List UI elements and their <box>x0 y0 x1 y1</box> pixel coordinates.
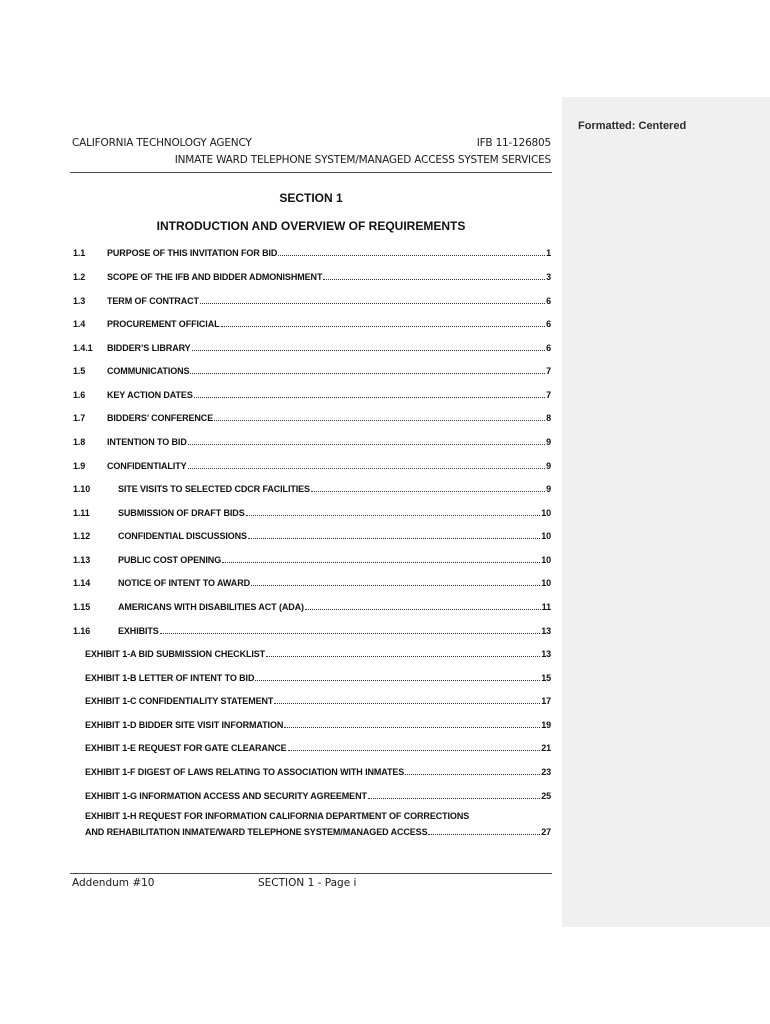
header-subtitle: INMATE WARD TELEPHONE SYSTEM/MANAGED ACCESS SYSTEM SERVICES <box>174 154 551 166</box>
toc-entry <box>118 484 551 494</box>
toc-entry <box>118 578 551 588</box>
toc-entry <box>107 296 551 306</box>
toc-page-number: 10 <box>541 578 551 588</box>
toc-exhibit-title: EXHIBIT 1-G INFORMATION ACCESS AND SECURITY AGREEMENT <box>85 791 367 801</box>
toc-number: 1.13 <box>73 555 91 565</box>
toc-title: AMERICANS WITH DISABILITIES ACT (ADA) <box>118 602 304 612</box>
toc-exhibit-row[interactable] <box>85 739 551 753</box>
toc-row[interactable] <box>73 527 551 541</box>
toc-page-number: 17 <box>541 696 551 706</box>
toc-row[interactable] <box>73 409 551 423</box>
toc-number: 1.1 <box>73 248 86 258</box>
toc-entry <box>85 720 551 730</box>
toc-row[interactable] <box>73 504 551 518</box>
toc-leader-dots <box>188 468 546 469</box>
toc-entry <box>118 626 551 636</box>
toc-page-number: 7 <box>546 390 551 400</box>
toc-leader-dots <box>278 255 545 256</box>
toc-leader-dots <box>188 444 545 445</box>
toc-title: KEY ACTION DATES <box>107 390 193 400</box>
toc-title: PURPOSE OF THIS INVITATION FOR BID <box>107 248 278 258</box>
toc-number: 1.4 <box>73 319 86 329</box>
section-title: SECTION 1 <box>279 191 343 205</box>
toc-leader-dots <box>248 538 540 539</box>
toc-number: 1.5 <box>73 366 86 376</box>
toc-exhibit-title: EXHIBIT 1-B LETTER OF INTENT TO BID <box>85 673 255 683</box>
toc-leader-dots <box>222 562 540 563</box>
toc-page-number: 13 <box>541 649 551 659</box>
toc-entry <box>85 696 551 706</box>
toc-title: BIDDER’S LIBRARY <box>107 343 191 353</box>
toc-number: 1.10 <box>73 484 91 494</box>
toc-leader-dots <box>200 303 545 304</box>
toc-page-number: 3 <box>546 272 551 282</box>
toc-entry <box>107 272 551 282</box>
footer-page-label: SECTION 1 - Page i <box>258 877 357 889</box>
toc-leader-dots <box>255 680 540 681</box>
toc-leader-dots <box>405 774 540 775</box>
toc-leader-dots <box>192 350 546 351</box>
toc-title: EXHIBITS <box>118 626 159 636</box>
section-subtitle: INTRODUCTION AND OVERVIEW OF REQUIREMENTS <box>156 219 466 233</box>
toc-exhibit-row[interactable] <box>85 692 551 706</box>
toc-page-number: 6 <box>546 296 551 306</box>
toc-row[interactable] <box>73 244 551 258</box>
toc-leader-dots <box>246 515 541 516</box>
toc-row[interactable] <box>73 598 551 612</box>
toc-exhibit-row[interactable] <box>85 716 551 730</box>
toc-leader-dots <box>251 585 540 586</box>
toc-title: COMMUNICATIONS <box>107 366 190 376</box>
toc-entry <box>107 319 551 329</box>
toc-page-number: 23 <box>541 767 551 777</box>
toc-entry <box>85 743 551 753</box>
toc-entry <box>107 390 551 400</box>
toc-leader-dots <box>190 373 545 374</box>
toc-row[interactable] <box>73 292 551 306</box>
toc-leader-dots <box>305 609 541 610</box>
toc-row[interactable] <box>73 386 551 400</box>
toc-page-number: 8 <box>546 413 551 423</box>
toc-exhibit-title: EXHIBIT 1-C CONFIDENTIALITY STATEMENT <box>85 696 274 706</box>
toc-exhibit-title: EXHIBIT 1-F DIGEST OF LAWS RELATING TO ASSOCIATION WITH INMATES <box>85 767 405 777</box>
toc-title: CONFIDENTIALITY <box>107 461 187 471</box>
toc-exhibit-title: EXHIBIT 1-E REQUEST FOR GATE CLEARANCE <box>85 743 287 753</box>
toc-leader-dots <box>266 656 540 657</box>
toc-page-number: 9 <box>546 484 551 494</box>
toc-title: BIDDERS’ CONFERENCE <box>107 413 214 423</box>
toc-row[interactable] <box>73 480 551 494</box>
toc-title: TERM OF CONTRACT <box>107 296 199 306</box>
toc-page-number: 6 <box>546 319 551 329</box>
toc-exhibit-row[interactable] <box>85 669 551 683</box>
toc-row[interactable] <box>73 622 551 636</box>
toc-number: 1.15 <box>73 602 91 612</box>
toc-exhibit-row[interactable] <box>85 787 551 801</box>
toc-title: PUBLIC COST OPENING <box>118 555 222 565</box>
toc-title: SITE VISITS TO SELECTED CDCR FACILITIES <box>118 484 310 494</box>
toc-page-number: 10 <box>541 508 551 518</box>
toc-exhibit-row[interactable] <box>85 645 551 659</box>
toc-row[interactable] <box>73 268 551 282</box>
toc-title: SCOPE OF THE IFB AND BIDDER ADMONISHMENT <box>107 272 323 282</box>
toc-number: 1.14 <box>73 578 91 588</box>
toc-row[interactable] <box>73 574 551 588</box>
toc-entry <box>85 649 551 659</box>
header-ifb-number: IFB 11-126805 <box>476 137 551 149</box>
toc-page-number: 10 <box>541 555 551 565</box>
toc-title: INTENTION TO BID <box>107 437 187 447</box>
toc-exhibit-row[interactable] <box>85 763 551 777</box>
toc-entry <box>85 673 551 683</box>
toc-exhibit-line2 <box>85 824 551 837</box>
toc-number: 1.4.1 <box>73 343 93 353</box>
toc-row[interactable] <box>73 339 551 353</box>
toc-page-number: 9 <box>546 437 551 447</box>
toc-exhibit-row[interactable] <box>85 811 551 837</box>
toc-page-number: 13 <box>541 626 551 636</box>
toc-leader-dots <box>284 727 540 728</box>
toc-leader-dots <box>194 397 545 398</box>
toc-exhibit-title-line1: EXHIBIT 1-H REQUEST FOR INFORMATION CALIFORNIA DEPARTMENT OF CORRECTIONS <box>85 811 470 821</box>
toc-exhibit-title-line2: AND REHABILITATION INMATE/WARD TELEPHONE SYSTEM/MANAGED ACCESS <box>85 827 428 837</box>
toc-leader-dots <box>323 279 545 280</box>
toc-entry <box>107 437 551 447</box>
toc-title: CONFIDENTIAL DISCUSSIONS <box>118 531 247 541</box>
toc-leader-dots <box>221 326 546 327</box>
toc-number: 1.6 <box>73 390 86 400</box>
toc-title: SUBMISSION OF DRAFT BIDS <box>118 508 245 518</box>
toc-number: 1.8 <box>73 437 86 447</box>
toc-row[interactable] <box>73 362 551 376</box>
toc-entry <box>118 555 551 565</box>
comment-title: Formatted: Centered <box>578 120 687 132</box>
toc-title: NOTICE OF INTENT TO AWARD <box>118 578 250 588</box>
toc-page-number: 15 <box>541 673 551 683</box>
toc-leader-dots <box>274 703 540 704</box>
toc-page-number: 6 <box>546 343 551 353</box>
toc-entry <box>118 531 551 541</box>
toc-title: PROCUREMENT OFFICIAL <box>107 319 220 329</box>
footer-rule <box>70 873 552 874</box>
toc-number: 1.11 <box>73 508 90 518</box>
toc-row[interactable] <box>73 457 551 471</box>
toc-page-number: 21 <box>541 743 551 753</box>
toc-exhibit-title: EXHIBIT 1-A BID SUBMISSION CHECKLIST <box>85 649 266 659</box>
toc-entry <box>107 248 551 258</box>
toc-entry <box>107 413 551 423</box>
toc-row[interactable] <box>73 315 551 329</box>
footer-addendum: Addendum #10 <box>72 877 155 889</box>
toc-number: 1.9 <box>73 461 86 471</box>
toc-number: 1.2 <box>73 272 86 282</box>
toc-entry <box>118 602 551 612</box>
toc-page-number: 1 <box>546 248 551 258</box>
toc-entry <box>107 366 551 376</box>
toc-entry <box>85 767 551 777</box>
toc-entry <box>107 343 551 353</box>
toc-page-number: 7 <box>546 366 551 376</box>
toc-page-number: 9 <box>546 461 551 471</box>
toc-page-number: 25 <box>541 791 551 801</box>
toc-leader-dots <box>311 491 545 492</box>
toc-number: 1.12 <box>73 531 91 541</box>
toc-leader-dots <box>428 834 540 835</box>
toc-page-number: 10 <box>541 531 551 541</box>
toc-leader-dots <box>288 750 541 751</box>
toc-entry <box>107 461 551 471</box>
toc-number: 1.3 <box>73 296 86 306</box>
toc-page-number: 19 <box>541 720 551 730</box>
toc-number: 1.7 <box>73 413 86 423</box>
toc-row[interactable] <box>73 433 551 447</box>
toc-exhibit-title: EXHIBIT 1-D BIDDER SITE VISIT INFORMATION <box>85 720 284 730</box>
toc-row[interactable] <box>73 551 551 565</box>
toc-leader-dots <box>214 420 545 421</box>
toc-leader-dots <box>160 633 540 634</box>
toc-page-number: 11 <box>541 602 551 612</box>
toc-entry <box>85 791 551 801</box>
toc-page-number: 27 <box>541 827 551 837</box>
toc-leader-dots <box>368 798 540 799</box>
header-agency: CALIFORNIA TECHNOLOGY AGENCY <box>72 137 252 149</box>
toc-number: 1.16 <box>73 626 91 636</box>
toc-entry <box>118 508 551 518</box>
